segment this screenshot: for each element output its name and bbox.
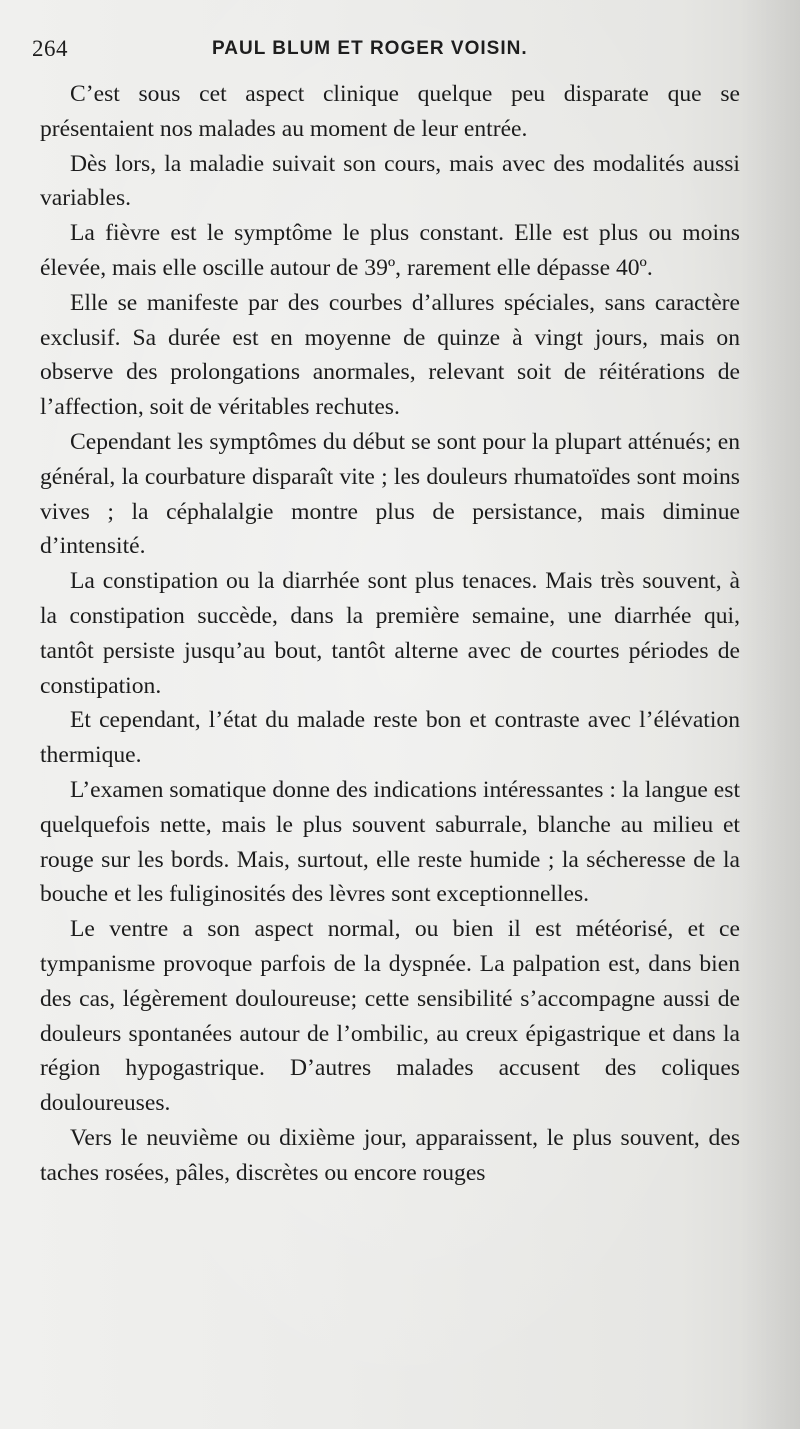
page-number: 264 xyxy=(32,36,68,61)
paragraph: C’est sous cet aspect clinique quelque peu disparate que se présentaient nos malades au moment de leur entrée. xyxy=(40,81,740,142)
paragraph: L’examen somatique donne des indications intéressantes : la langue est quelquefois nette, mais le plus souvent saburrale, blanche au milieu et rouge sur les bords. Mais, surtout, elle reste humide ; la sécheresse de la bouche et les fuliginosités des lèvres sont exceptionnelles. xyxy=(40,776,740,908)
paragraph: Vers le neuvième ou dixième jour, apparaissent, le plus souvent, des taches rosées, pâles, discrètes ou encore rouges xyxy=(40,1124,740,1186)
paragraph: Le ventre a son aspect normal, ou bien il est météorisé, et ce tympanisme provoque parfois de la dyspnée. La palpation est, dans bien des cas, légèrement douloureuse; cette sensibilité s’accompagne aussi de douleurs spontanées autour de l’ombilic, au creux épigastrique et dans la région hypogastrique. D’autres malades accusent des coliques douloureuses. xyxy=(40,916,740,1117)
page-header xyxy=(30,36,750,66)
paragraph: La fièvre est le symptôme le plus constant. Elle est plus ou moins élevée, mais elle oscille autour de 39º, rarement elle dépasse 40º. xyxy=(40,220,740,281)
paragraph: La constipation ou la diarrhée sont plus tenaces. Mais très souvent, à la constipation succède, dans la première semaine, une diarrhée qui, tantôt persiste jusqu’au bout, tantôt alterne avec de courtes périodes de constipation. xyxy=(40,568,740,699)
paragraph: Elle se manifeste par des courbes d’allures spéciales, sans caractère exclusif. Sa durée est en moyenne de quinze à vingt jours, mais on observe des prolongations anormales, relevant soit de réitérations de l’affection, soit de véritables rechutes. xyxy=(40,289,740,421)
paragraph: Et cependant, l’état du malade reste bon et contraste avec l’élévation thermique. xyxy=(40,707,740,769)
paragraph: Dès lors, la maladie suivait son cours, mais avec des modalités aussi variables. xyxy=(40,150,740,212)
running-head: PAUL BLUM ET ROGER VOISIN. xyxy=(212,38,528,59)
body-text xyxy=(40,77,740,1191)
paragraph: Cependant les symptômes du début se sont pour la plupart atténués; en général, la courbature disparaît vite ; les douleurs rhumatoïdes sont moins vives ; la céphalalgie montre plus de persistance, mais diminue d’intensité. xyxy=(40,428,740,560)
